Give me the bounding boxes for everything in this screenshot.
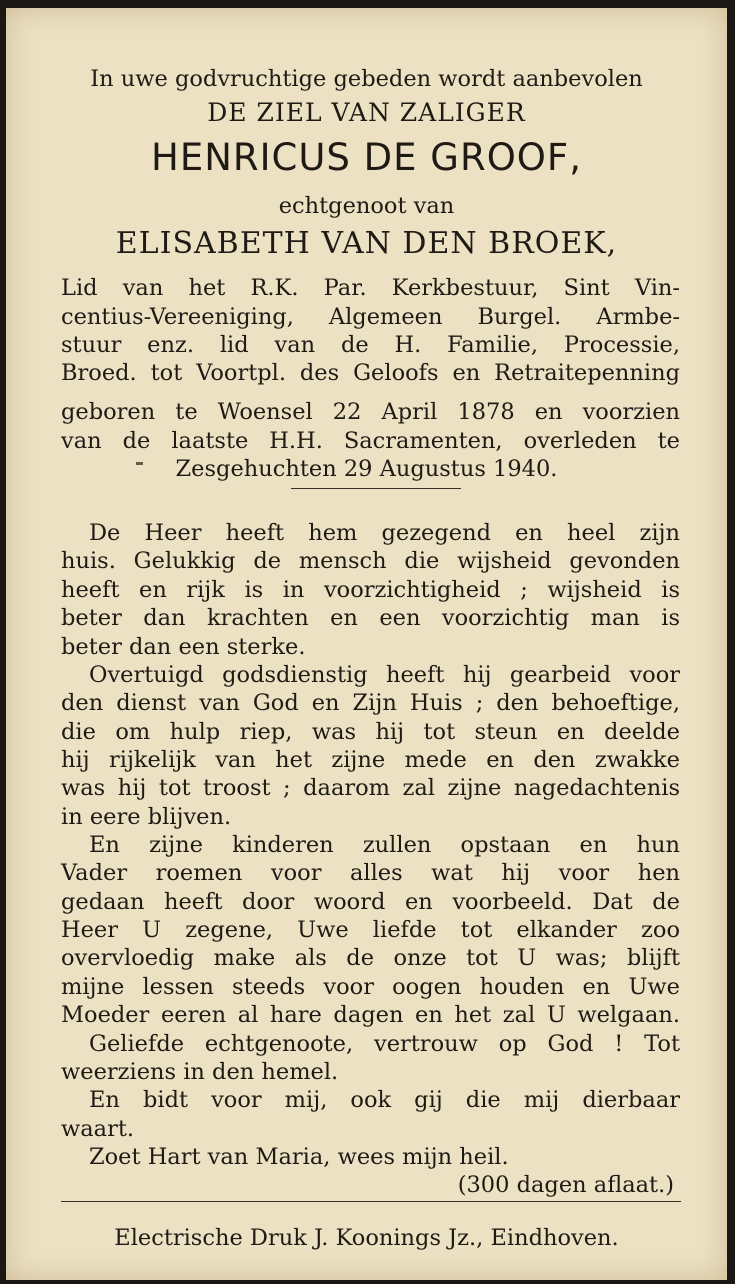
body-line: Vader roemen voor alles wat hij voor hen xyxy=(61,860,680,886)
soul-heading: DE ZIEL VAN ZALIGER xyxy=(207,98,526,127)
spouse-name: ELISABETH VAN DEN BROEK, xyxy=(115,226,618,261)
body-line: Moeder eeren al hare dagen en het zal U welgaan. xyxy=(61,1002,680,1028)
body-line: in eere blijven. xyxy=(61,804,232,830)
bio-line: Lid van het R.K. Par. Kerkbestuur, Sint Vin- xyxy=(61,275,680,301)
body-line: En zijne kinderen zullen opstaan en hun xyxy=(89,832,680,858)
spouse-label: echtgenoot van xyxy=(278,193,455,219)
memorial-card xyxy=(6,8,727,1280)
birth-line: van de laatste H.H. Sacramenten, overleden te xyxy=(61,428,680,454)
divider-long xyxy=(61,1201,681,1202)
body-line: was hij tot troost ; daarom zal zijne nagedachtenis xyxy=(61,775,680,801)
body-line: huis. Gelukkig de mensch die wijsheid gevonden xyxy=(61,548,680,574)
prayer-line: Zoet Hart van Maria, wees mijn heil. xyxy=(89,1144,509,1170)
body-line: beter dan een sterke. xyxy=(61,634,306,660)
body-line: hij rijkelijk van het zijne mede en den zwakke xyxy=(61,747,680,773)
body-line: weerziens in den hemel. xyxy=(61,1059,339,1085)
body-line: die om hulp riep, was hij tot steun en deelde xyxy=(61,719,680,745)
body-line: Heer U zegene, Uwe liefde tot elkander zoo xyxy=(61,917,680,943)
body-line: overvloedig make als de onze tot U was; blijft xyxy=(61,945,680,971)
deceased-name: HENRICUS DE GROOF, xyxy=(151,136,582,179)
birth-line: geboren te Woensel 22 April 1878 en voorzien xyxy=(61,399,680,425)
body-line: den dienst van God en Zijn Huis ; den behoeftige, xyxy=(61,690,680,716)
death-line: Zesgehuchten 29 Augustus 1940. xyxy=(175,456,558,482)
body-line: heeft en rijk is in voorzichtigheid ; wijsheid is xyxy=(61,577,680,603)
body-line: En bidt voor mij, ook gij die mij dierbaar xyxy=(89,1087,680,1113)
body-line: mijne lessen steeds voor oogen houden en Uwe xyxy=(61,974,680,1000)
divider-short xyxy=(291,488,461,489)
body-line: gedaan heeft door woord en voorbeeld. Dat de xyxy=(61,889,680,915)
body-line: waart. xyxy=(61,1116,135,1142)
indulgence-note: (300 dagen aflaat.) xyxy=(457,1172,674,1198)
bio-line: stuur enz. lid van de H. Familie, Processie, xyxy=(61,332,680,358)
body-line: Geliefde echtgenoote, vertrouw op God ! Tot xyxy=(89,1031,680,1057)
bio-line: Broed. tot Voortpl. des Geloofs en Retraitepenning xyxy=(61,360,680,386)
printer-credit: Electrische Druk J. Koonings Jz., Eindhoven. xyxy=(114,1225,619,1251)
body-line: beter dan krachten en een voorzichtig man is xyxy=(61,605,680,631)
intro-line: In uwe godvruchtige gebeden wordt aanbevolen xyxy=(90,66,643,92)
body-line: Overtuigd godsdienstig heeft hij gearbeid voor xyxy=(89,662,680,688)
bio-line: centius-Vereeniging, Algemeen Burgel. Armbe- xyxy=(61,304,680,330)
body-line: De Heer heeft hem gezegend en heel zijn xyxy=(89,520,680,546)
